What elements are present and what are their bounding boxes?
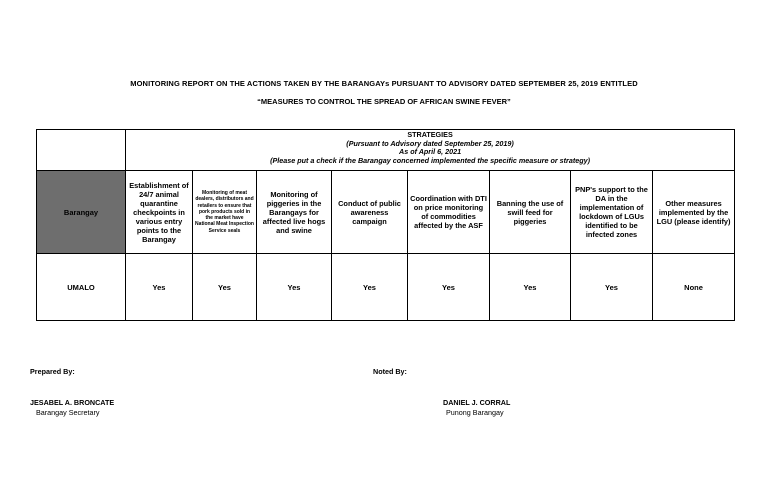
header-awareness-campaign: Conduct of public awareness campaign bbox=[332, 171, 408, 254]
header-meat-dealer-monitoring: Monitoring of meat dealers, distributors and retailers to ensure that pork products sold in the market have National Meat Inspection Service seals bbox=[193, 171, 257, 254]
header-quarantine-checkpoints: Establishment of 24/7 animal quarantine checkpoints in various entry points to the Barangay bbox=[126, 171, 193, 254]
cell-dti-coordination: Yes bbox=[408, 254, 490, 321]
report-title: MONITORING REPORT ON THE ACTIONS TAKEN BY THE BARANGAYs PURSUANT TO ADVISORY DATED SEPTEMBER 25, 2019 ENTITLED bbox=[130, 79, 638, 88]
cell-swill-feed-ban: Yes bbox=[490, 254, 571, 321]
prepared-by-title: Barangay Secretary bbox=[36, 408, 100, 417]
cell-meat-dealer-monitoring: Yes bbox=[193, 254, 257, 321]
blank-corner-cell bbox=[37, 130, 126, 171]
noted-by-label: Noted By: bbox=[373, 367, 407, 376]
header-swill-feed-ban: Banning the use of swill feed for piggeries bbox=[490, 171, 571, 254]
noted-by-name: DANIEL J. CORRAL bbox=[443, 398, 511, 407]
header-pnp-support: PNP's support to the DA in the implementation of lockdown of LGUs identified to be infected zones bbox=[571, 171, 653, 254]
cell-quarantine-checkpoints: Yes bbox=[126, 254, 193, 321]
header-barangay: Barangay bbox=[37, 171, 126, 254]
cell-awareness-campaign: Yes bbox=[332, 254, 408, 321]
strategies-instruction: (Please put a check if the Barangay concerned implemented the specific measure or strategy) bbox=[270, 155, 591, 165]
column-header-row bbox=[37, 171, 735, 254]
prepared-by-label: Prepared By: bbox=[30, 367, 75, 376]
strategies-header bbox=[126, 130, 735, 171]
cell-pnp-support: Yes bbox=[571, 254, 653, 321]
strategies-heading: STRATEGIES bbox=[407, 130, 453, 139]
report-subtitle: “MEASURES TO CONTROL THE SPREAD OF AFRICAN SWINE FEVER” bbox=[257, 97, 511, 106]
cell-barangay: UMALO bbox=[37, 254, 126, 321]
table-row bbox=[37, 254, 735, 321]
prepared-by-name: JESABEL A. BRONCATE bbox=[30, 398, 115, 407]
strategies-date: As of April 6, 2021 bbox=[399, 147, 462, 156]
cell-other-measures: None bbox=[653, 254, 735, 321]
strategies-header-row bbox=[37, 130, 735, 171]
cell-piggery-monitoring: Yes bbox=[257, 254, 332, 321]
header-dti-coordination: Coordination with DTI on price monitoring of commodities affected by the ASF bbox=[408, 171, 490, 254]
header-piggery-monitoring: Monitoring of piggeries in the Barangays for affected live hogs and swine bbox=[257, 171, 332, 254]
noted-by-title: Punong Barangay bbox=[446, 408, 504, 417]
monitoring-table bbox=[36, 129, 735, 321]
strategies-advisory: (Pursuant to Advisory dated September 25, 2019) bbox=[346, 138, 514, 148]
header-other-measures: Other measures implemented by the LGU (please identify) bbox=[653, 171, 735, 254]
